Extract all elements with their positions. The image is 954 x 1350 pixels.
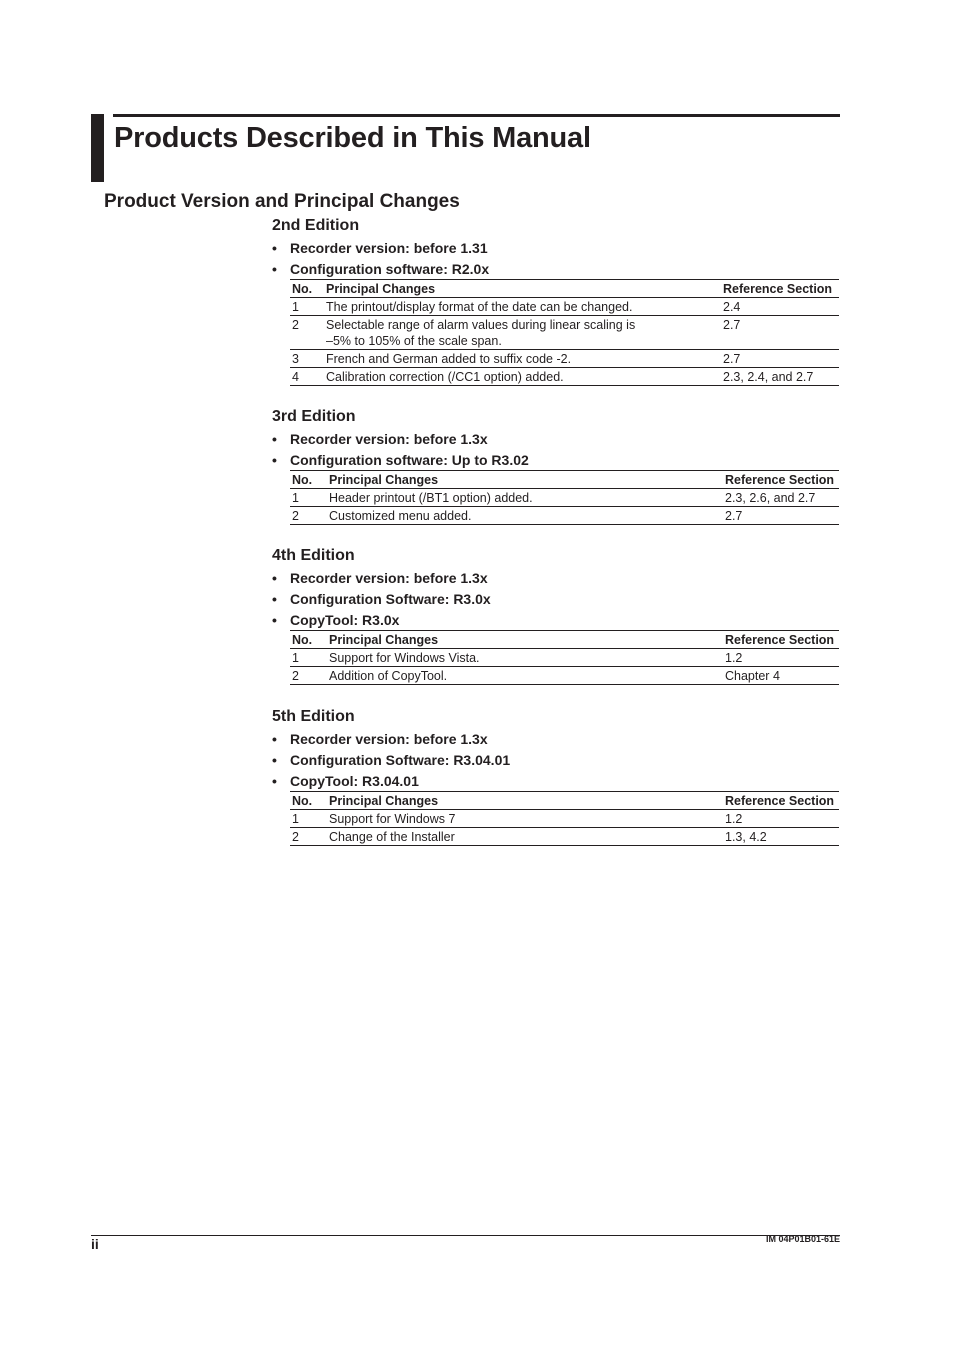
version-item xyxy=(272,260,840,278)
row-change: Addition of CopyTool. xyxy=(327,667,723,685)
footer-rule xyxy=(91,1235,840,1236)
row-change: French and German added to suffix code -2. xyxy=(324,350,721,368)
edition-title: 5th Edition xyxy=(272,708,355,725)
version-item xyxy=(272,451,840,469)
bullet-icon: • xyxy=(272,261,277,277)
changes-table xyxy=(290,791,839,846)
title-bar xyxy=(91,114,104,182)
version-item xyxy=(272,772,840,790)
row-reference: 2.7 xyxy=(721,316,839,350)
row-reference: Chapter 4 xyxy=(723,667,839,685)
version-text: Recorder version: before 1.3x xyxy=(290,570,488,586)
version-list xyxy=(272,239,840,278)
row-change: Customized menu added. xyxy=(327,507,723,525)
table-row xyxy=(290,810,839,828)
version-text: Recorder version: before 1.3x xyxy=(290,431,488,447)
column-header-no: No. xyxy=(290,280,324,298)
version-text: Configuration software: R2.0x xyxy=(290,261,490,277)
version-text: CopyTool: R3.04.01 xyxy=(290,773,419,789)
row-number: 2 xyxy=(290,667,327,685)
column-header-reference: Reference Section xyxy=(723,471,839,489)
version-item xyxy=(272,569,840,587)
bullet-icon: • xyxy=(272,731,277,747)
version-text: Configuration software: Up to R3.02 xyxy=(290,452,529,468)
column-header-changes: Principal Changes xyxy=(327,631,723,649)
column-header-no: No. xyxy=(290,792,327,810)
row-change: Support for Windows Vista. xyxy=(327,649,723,667)
changes-table xyxy=(290,630,839,685)
row-reference: 1.2 xyxy=(723,649,839,667)
version-list xyxy=(272,569,840,629)
edition-block xyxy=(272,407,840,525)
changes-table xyxy=(290,470,839,525)
edition-block xyxy=(272,546,840,685)
column-header-reference: Reference Section xyxy=(723,631,839,649)
table-row xyxy=(290,649,839,667)
edition-block xyxy=(272,216,840,386)
table-row xyxy=(290,507,839,525)
bullet-icon: • xyxy=(272,773,277,789)
table-row xyxy=(290,368,839,386)
row-number: 2 xyxy=(290,828,327,846)
document-code: IM 04P01B01-61E xyxy=(765,1234,840,1244)
version-text: Configuration Software: R3.04.01 xyxy=(290,752,511,768)
version-item xyxy=(272,730,840,748)
page-header xyxy=(91,114,840,182)
row-reference: 2.7 xyxy=(723,507,839,525)
row-change: Selectable range of alarm values during linear scaling is –5% to 105% of the scale span. xyxy=(324,316,721,350)
version-list xyxy=(272,730,840,790)
row-number: 4 xyxy=(290,368,324,386)
table-row xyxy=(290,667,839,685)
edition-title: 4th Edition xyxy=(272,547,355,564)
table-header-row xyxy=(290,792,839,810)
version-text: Recorder version: before 1.31 xyxy=(290,240,488,256)
version-text: Recorder version: before 1.3x xyxy=(290,731,488,747)
row-reference: 2.3, 2.6, and 2.7 xyxy=(723,489,839,507)
row-number: 1 xyxy=(290,298,324,316)
row-change: Header printout (/BT1 option) added. xyxy=(327,489,723,507)
column-header-no: No. xyxy=(290,631,327,649)
table-header-row xyxy=(290,471,839,489)
row-change: Support for Windows 7 xyxy=(327,810,723,828)
version-list xyxy=(272,430,840,469)
column-header-reference: Reference Section xyxy=(721,280,839,298)
table-row xyxy=(290,350,839,368)
table-header-row xyxy=(290,280,839,298)
section-heading: Product Version and Principal Changes xyxy=(104,191,460,212)
changes-table xyxy=(290,279,839,386)
version-item xyxy=(272,751,840,769)
version-text: CopyTool: R3.0x xyxy=(290,612,400,628)
row-change: The printout/display format of the date can be changed. xyxy=(324,298,721,316)
table-header-row xyxy=(290,631,839,649)
version-item xyxy=(272,590,840,608)
version-text: Configuration Software: R3.0x xyxy=(290,591,491,607)
bullet-icon: • xyxy=(272,240,277,256)
column-header-changes: Principal Changes xyxy=(324,280,721,298)
bullet-icon: • xyxy=(272,612,277,628)
row-reference: 2.7 xyxy=(721,350,839,368)
row-number: 1 xyxy=(290,810,327,828)
bullet-icon: • xyxy=(272,431,277,447)
bullet-icon: • xyxy=(272,752,277,768)
column-header-no: No. xyxy=(290,471,327,489)
table-row xyxy=(290,316,839,350)
bullet-icon: • xyxy=(272,591,277,607)
column-header-changes: Principal Changes xyxy=(327,792,723,810)
edition-title: 3rd Edition xyxy=(272,408,356,425)
bullet-icon: • xyxy=(272,452,277,468)
row-number: 1 xyxy=(290,649,327,667)
row-number: 1 xyxy=(290,489,327,507)
version-item xyxy=(272,239,840,257)
row-reference: 2.3, 2.4, and 2.7 xyxy=(721,368,839,386)
edition-title: 2nd Edition xyxy=(272,217,360,234)
version-item xyxy=(272,611,840,629)
row-reference: 1.3, 4.2 xyxy=(723,828,839,846)
page-number: ii xyxy=(91,1236,99,1252)
column-header-changes: Principal Changes xyxy=(327,471,723,489)
row-number: 2 xyxy=(290,316,324,350)
row-reference: 2.4 xyxy=(721,298,839,316)
row-reference: 1.2 xyxy=(723,810,839,828)
row-change: Change of the Installer xyxy=(327,828,723,846)
row-change: Calibration correction (/CC1 option) added. xyxy=(324,368,721,386)
row-number: 3 xyxy=(290,350,324,368)
title-rule xyxy=(113,114,840,117)
table-row xyxy=(290,828,839,846)
bullet-icon: • xyxy=(272,570,277,586)
table-row xyxy=(290,489,839,507)
edition-block xyxy=(272,707,840,846)
column-header-reference: Reference Section xyxy=(723,792,839,810)
row-number: 2 xyxy=(290,507,327,525)
version-item xyxy=(272,430,840,448)
table-row xyxy=(290,298,839,316)
page-title: Products Described in This Manual xyxy=(114,122,591,154)
